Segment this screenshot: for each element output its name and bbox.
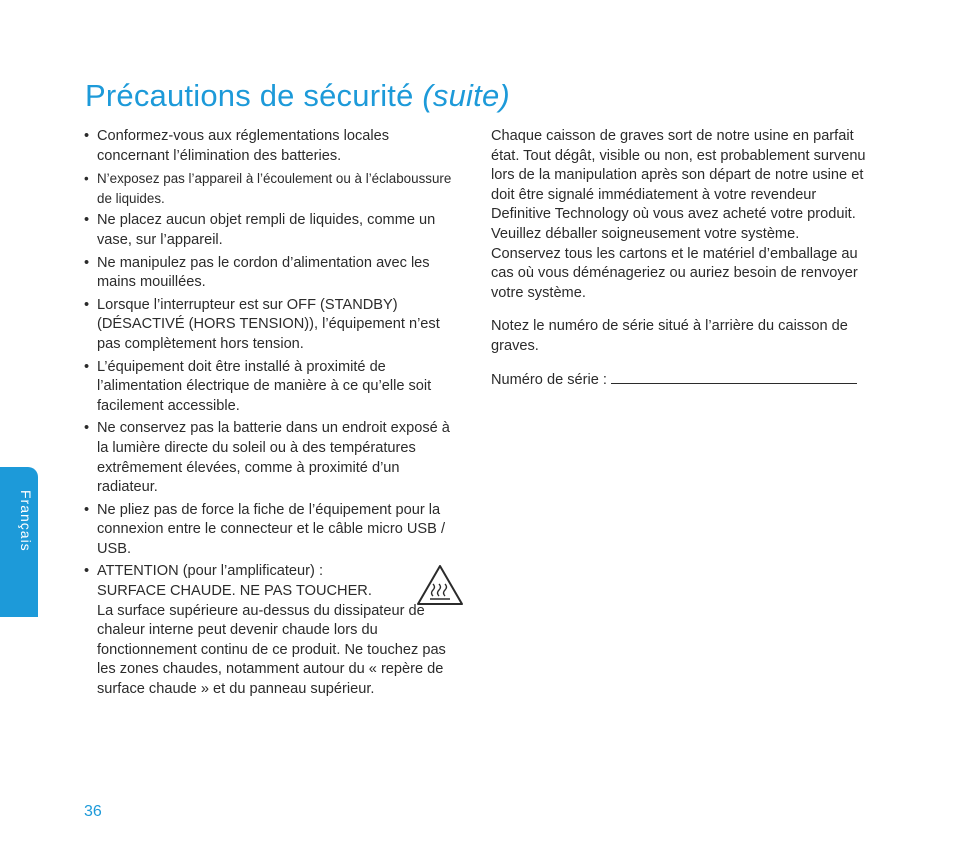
page-number: 36 <box>84 803 102 820</box>
safety-list <box>84 127 462 700</box>
serial-number-label: Numéro de série : <box>491 371 607 388</box>
warning-intro <box>97 562 462 582</box>
language-tab-label: Français <box>18 490 34 552</box>
serial-number-field <box>491 371 869 391</box>
warning-body: La surface supérieure au-dessus du dissipateur de chaleur interne peut devenir chaude lors du fonctionnement continu de ce produit. Ne touchez pas les zones chaudes, notamment autour du « repère de surface chaude » et du panneau supérieur. <box>97 602 446 698</box>
serial-number-blank-line <box>611 382 857 384</box>
serial-note-paragraph: Notez le numéro de série situé à l’arrière du caisson de graves. <box>491 318 848 354</box>
warning-keyword: ATTENTION <box>97 563 179 580</box>
title-suffix: (suite) <box>422 78 510 113</box>
list-item: • Ne placez aucun objet rempli de liquides, comme un vase, sur l’appareil. <box>84 211 462 250</box>
title-main: Précautions de sécurité <box>85 78 414 113</box>
page-title <box>85 78 510 114</box>
warning-item <box>84 562 462 699</box>
hot-surface-warning-icon <box>416 564 464 606</box>
list-item: • Ne pliez pas de force la fiche de l’équipement pour la connexion entre le connecteur et le câble micro USB / USB. <box>84 501 462 560</box>
left-column <box>84 127 462 703</box>
list-item: • Lorsque l’interrupteur est sur OFF (STANDBY) (DÉSACTIVÉ (HORS TENSION)), l’équipement n’est pas complètement hors tension. <box>84 296 462 355</box>
right-column <box>491 127 869 404</box>
list-item: • L’équipement doit être installé à proximité de l’alimentation électrique de manière à ce qu’elle soit facilement accessible. <box>84 358 462 417</box>
warning-qualifier: (pour l’amplificateur) : <box>182 563 323 580</box>
list-item: • N’exposez pas l’appareil à l’écoulement ou à l’éclaboussure de liquides. <box>84 169 462 208</box>
inspection-paragraph: Chaque caisson de graves sort de notre usine en parfait état. Tout dégât, visible ou non, est probablement survenu lors de la manipulation après son départ de notre usine et doit être signalé immédiatement à votre revendeur Definitive Technology où vous avez acheté votre produit. Veuillez déballer soigneusement votre système. Conservez tous les cartons et le matériel d’emballage au cas où vous déménageriez ou auriez besoin de renvoyer votre système. <box>491 128 866 301</box>
list-item: • Conformez-vous aux réglementations locales concernant l’élimination des batteries. <box>84 127 462 166</box>
list-item: • Ne manipulez pas le cordon d’alimentation avec les mains mouillées. <box>84 254 462 293</box>
warning-headline: SURFACE CHAUDE. NE PAS TOUCHER. <box>97 583 372 600</box>
list-item: • Ne conservez pas la batterie dans un endroit exposé à la lumière directe du soleil ou à des températures extrêmement élevées, comme à proximité d’un radiateur. <box>84 419 462 497</box>
